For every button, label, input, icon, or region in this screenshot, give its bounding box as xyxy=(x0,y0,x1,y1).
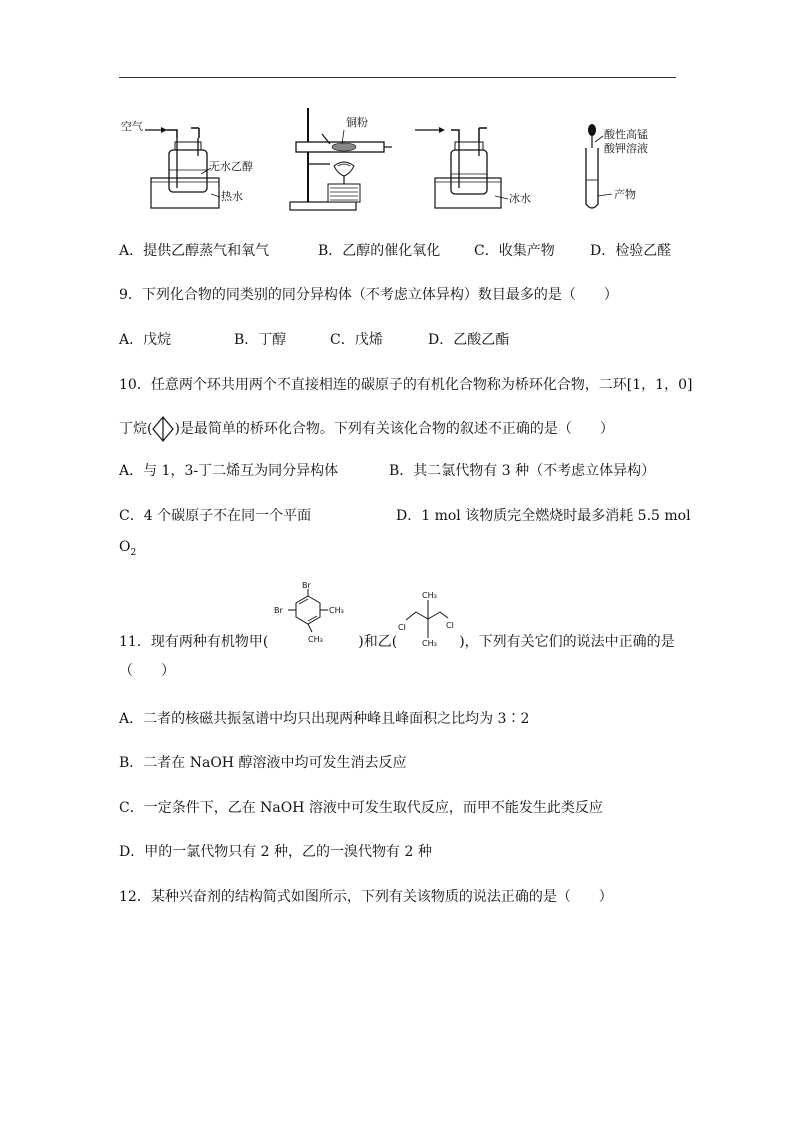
label-product: 产物 xyxy=(614,188,636,201)
label-icewater: 冰水 xyxy=(509,192,531,205)
q8-option-b[interactable]: B．乙醇的催化氧化 xyxy=(318,243,441,259)
label-reagent-2: 酸钾溶液 xyxy=(604,142,648,155)
q9-option-d[interactable]: D．乙酸乙酯 xyxy=(428,332,510,348)
q9-option-a[interactable]: A．戊烷 xyxy=(119,332,172,348)
label-air: 空气 xyxy=(121,120,143,133)
label-ethanol: 无水乙醇 xyxy=(209,160,253,173)
q10-option-d-cont: $O_2$ xyxy=(119,539,137,558)
q10-option-a[interactable]: A．与 1，3-丁二烯互为同分异构体 xyxy=(119,463,339,479)
q9-option-c[interactable]: C．戊烯 xyxy=(330,332,383,348)
q8-option-d[interactable]: D．检验乙醛 xyxy=(590,243,672,259)
bicyclobutane-structure xyxy=(152,416,174,442)
q10-stem-line2 xyxy=(119,416,614,442)
header-rule xyxy=(119,77,676,78)
q11-stem xyxy=(119,633,675,651)
yi-cl-left: Cl xyxy=(398,623,406,632)
apparatus-a-diagram xyxy=(119,108,279,216)
label-copper: 铜粉 xyxy=(346,116,368,129)
apparatus-c-diagram xyxy=(411,118,541,214)
q9-stem: 9．下列化合物的同类别的同分异构体（不考虑立体异构）数目最多的是（ ） xyxy=(119,287,618,303)
apparatus-b-diagram xyxy=(284,104,394,214)
q10-stem-pre: 丁烷( xyxy=(119,421,153,437)
q11-stem-mid: )和乙( xyxy=(358,634,398,650)
q11-stem-pre: 11．现有两种有机物甲( xyxy=(119,634,269,650)
apparatus-d-diagram xyxy=(578,120,688,212)
label-reagent-1: 酸性高锰 xyxy=(604,128,648,141)
jia-ch3-right: CH₃ xyxy=(329,606,344,615)
q12-stem: 12．某种兴奋剂的结构简式如图所示，下列有关该物质的说法正确的是（ ） xyxy=(119,889,613,905)
q10-stem-post: )是最简单的桥环化合物。下列有关该化合物的叙述不正确的是（ ） xyxy=(174,421,614,437)
q10-stem-line1: 10．任意两个环共用两个不直接相连的碳原子的有机化合物称为桥环化合物，二环[1，1，0] xyxy=(119,377,693,393)
q11-stem-line2: （ ） xyxy=(119,663,175,679)
q9-option-b[interactable]: B．丁醇 xyxy=(234,332,287,348)
q11-option-c[interactable]: C．一定条件下，乙在 NaOH 溶液中可发生取代反应，而甲不能发生此类反应 xyxy=(119,800,603,816)
q10-option-b[interactable]: B．其二氯代物有 3 种（不考虑立体异构） xyxy=(389,463,656,479)
molecule-jia-structure xyxy=(268,580,360,650)
jia-ch3-bottom: CH₃ xyxy=(308,635,323,644)
q11-option-a[interactable]: A．二者的核磁共振氢谱中均只出现两种峰且峰面积之比均为 3∶2 xyxy=(119,711,530,727)
q8-option-a[interactable]: A．提供乙醇蒸气和氧气 xyxy=(119,243,270,259)
q11-option-b[interactable]: B．二者在 NaOH 醇溶液中均可发生消去反应 xyxy=(119,755,407,771)
q11-stem-post: )，下列有关它们的说法中正确的是 xyxy=(459,634,675,650)
yi-ch3-top: CH₃ xyxy=(422,591,437,600)
yi-ch3-bottom: CH₃ xyxy=(422,639,437,648)
jia-br-top: Br xyxy=(302,581,311,590)
jia-br-left: Br xyxy=(274,606,283,615)
q8-option-c[interactable]: C．收集产物 xyxy=(474,243,555,259)
q10-option-c[interactable]: C．4 个碳原子不在同一个平面 xyxy=(119,508,312,524)
molecule-yi-structure xyxy=(398,588,462,652)
q11-option-d[interactable]: D．甲的一氯代物只有 2 种，乙的一溴代物有 2 种 xyxy=(119,844,432,860)
label-hotwater: 热水 xyxy=(221,190,243,203)
q10-option-d[interactable]: D．1 mol 该物质完全燃烧时最多消耗 5.5 mol xyxy=(396,508,691,524)
yi-cl-right: Cl xyxy=(446,621,454,630)
